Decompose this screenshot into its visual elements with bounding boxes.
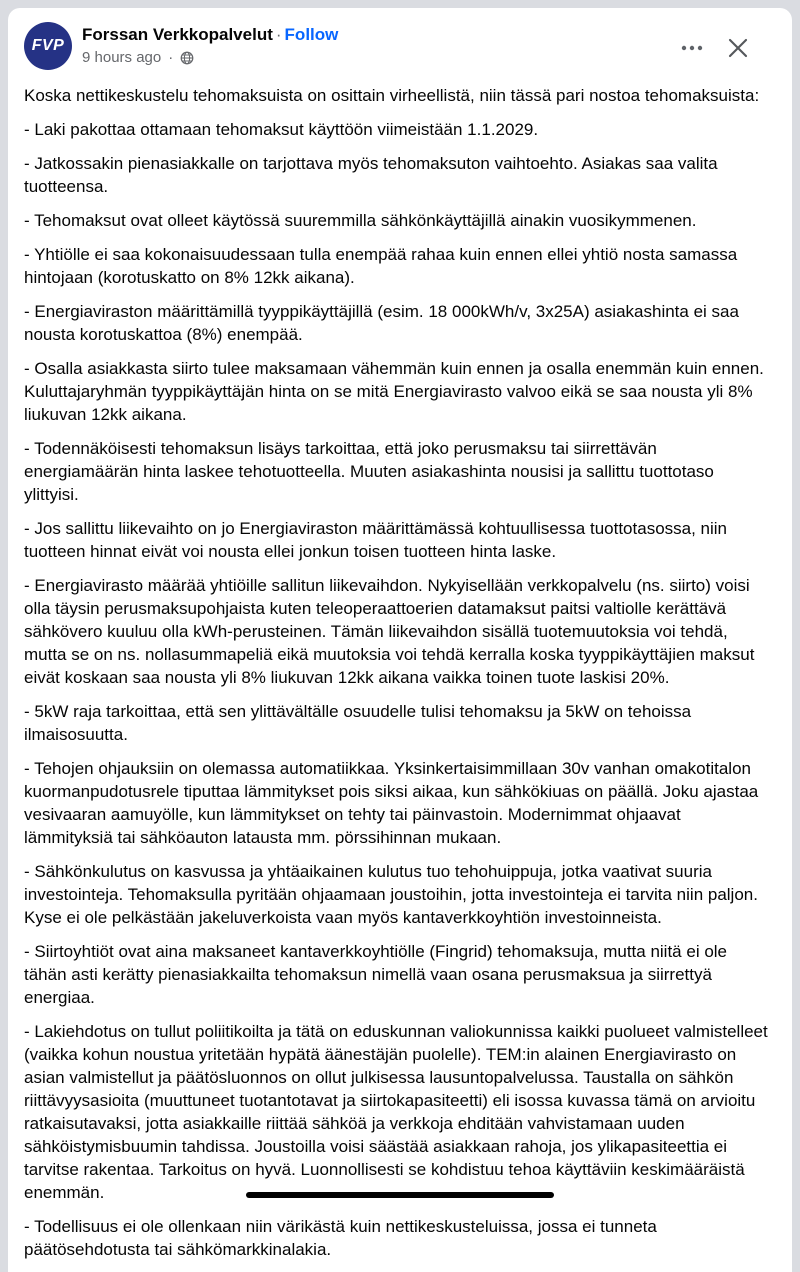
close-button[interactable] bbox=[726, 36, 750, 60]
post-paragraph: - Jos sallittu liikevaihto on jo Energiaviraston määrittämässä kohtuullisessa tuottotasossa, niin tuotteen hinnat eivät voi nousta ellei jonkun toisen tuotteen hinta laske. bbox=[24, 519, 732, 561]
avatar-initials: FVP bbox=[31, 37, 65, 54]
post-paragraph: - Todellisuus ei ole ollenkaan niin värikästä kuin nettikeskusteluissa, jossa ei tunneta päätösehdotusta tai sähkömarkkinalakia. bbox=[24, 1217, 662, 1259]
post-paragraph: - Energiaviraston määrittämillä tyyppikäyttäjillä (esim. 18 000kWh/v, 3x25A) asiakashinta ei saa nousta korotuskattoa (8%) enempää. bbox=[24, 302, 744, 344]
follow-button[interactable]: Follow bbox=[284, 25, 339, 44]
post-text bbox=[8, 76, 792, 1261]
post-paragraph: - Lakiehdotus on tullut poliitikoilta ja tätä on eduskunnan valiokunnissa kaikki puolueet valmistelleet (vaikka kohun noustua yritetään hypätä äänestäjän puolelle). TEM:in alainen Energiavirasto on asian valmistellut ja päätösluonnos on ollut julkisessa lausuntopalvelussa. Taustalla on sähkön riittävyysasioita (muuttuneet tuotantotavat ja siirtokapasiteetti) eli isossa kuvassa tämä on arvioitu ratkaisutavaksi, jotta asiakkaille riittää sähköä ja verkkoja ehditään vahvistamaan uuden sähköistymisbuumin tahdissa. Joustoilla voisi säästää asiakkaan rahoja, jos ylikapasiteettia ei tarvitse rakentaa. Tarkoitus on hyvä. Luonnollisesti se kohdistuu tehoa käyttäviin keskimääräistä enemmän. bbox=[24, 1022, 773, 1202]
more-options-button[interactable] bbox=[680, 36, 704, 60]
post-paragraph: - 5kW raja tarkoittaa, että sen ylittävältälle osuudelle tulisi tehomaksu ja 5kW on tehoissa ilmaisosuutta. bbox=[24, 702, 696, 744]
meta-row bbox=[82, 48, 680, 68]
post-paragraph: - Sähkönkulutus on kasvussa ja yhtäaikainen kulutus tuo tehohuippuja, jotka vaativat suuria investointeja. Tehomaksulla pyritään ohjaamaan joustoihin, jotta investointeja ei tarvita niin paljon. Kyse ei ole pelkästään jakeluverkoista vaan myös kantaverkkoyhtiön investoinneista. bbox=[24, 862, 763, 927]
post-paragraph: - Tehojen ohjauksiin on olemassa automatiikkaa. Yksinkertaisimmillaan 30v vanhan omakotitalon kuormanpudotusrele tiputtaa lämmitykset pois siksi aikaa, kun sähkökiuas on päällä. Joku ajastaa vesivaaran aamuyölle, kun lämmitykset on tehty tai päinvastoin. Modernimmat ohjaavat lämmityksiä tai sähköauton latausta mm. pörssihinnan mukaan. bbox=[24, 759, 763, 847]
meta-separator: · bbox=[168, 49, 174, 66]
post-paragraph: Koska nettikeskustelu tehomaksuista on osittain virheellistä, niin tässä pari nostoa tehomaksuista: bbox=[24, 86, 760, 105]
avatar[interactable] bbox=[24, 22, 72, 70]
author-name[interactable]: Forssan Verkkopalvelut bbox=[82, 25, 273, 44]
post-paragraph: - Jatkossakin pienasiakkalle on tarjottava myös tehomaksuton vaihtoehto. Asiakas saa valita tuotteensa. bbox=[24, 154, 723, 196]
post-paragraph: - Osalla asiakkasta siirto tulee maksamaan vähemmän kuin ennen ja osalla enemmän kuin ennen. Kuluttajaryhmän tyyppikäyttäjän hinta on se mitä Energiavirasto valvoo eikä se saa nousta yli 8% liukuvan 12kk aikana. bbox=[24, 359, 769, 424]
post-card bbox=[8, 8, 792, 1272]
post-header bbox=[8, 8, 792, 76]
post-paragraph: - Energiavirasto määrää yhtiöille sallitun liikevaihdon. Nykyisellään verkkopalvelu (ns. siirto) voisi olla täysin perusmaksupohjaista kuten teleoperaattoerien datamaksut paitsi valtiolle kerättävä sähkövero kuuluu olla kWh-perusteinen. Tämän liikevaihdon sisällä tuotemuutoksia voi tehdä, mutta se on ns. nollasummapeliä eikä muutoksia voi tehdä kerralla koska tyyppikäyttäjien maksut eivät koskaan saa nousta yli 8% liukuvan 12kk aikana vaikka toinen tuote laskisi 20%. bbox=[24, 576, 760, 687]
header-text bbox=[82, 22, 680, 68]
name-row bbox=[82, 24, 680, 46]
header-actions bbox=[680, 22, 776, 60]
post-paragraph: - Tehomaksut ovat olleet käytössä suuremmilla sähkönkäyttäjillä ainakin vuosikymmenen. bbox=[24, 211, 697, 230]
post-paragraph: - Yhtiölle ei saa kokonaisuudessaan tulla enempää rahaa kuin ennen ellei yhtiö nosta samassa hintojaan (korotuskatto on 8% 12kk aikana). bbox=[24, 245, 742, 287]
home-indicator[interactable] bbox=[246, 1192, 554, 1198]
post-paragraph: - Todennäköisesti tehomaksun lisäys tarkoittaa, että joko perusmaksu tai siirrettävän energiamäärän hinta laskee tehotuotteella. Muuten asiakashinta nousisi ja sallittu tuottotaso ylittyisi. bbox=[24, 439, 719, 504]
globe-icon bbox=[180, 51, 194, 65]
post-paragraph: - Laki pakottaa ottamaan tehomaksut käyttöön viimeistään 1.1.2029. bbox=[24, 120, 539, 139]
name-separator: · bbox=[275, 25, 282, 44]
timestamp[interactable]: 9 hours ago bbox=[82, 49, 162, 66]
post-paragraph: - Siirtoyhtiöt ovat aina maksaneet kantaverkkoyhtiölle (Fingrid) tehomaksuja, mutta niitä ei ole tähän asti kerätty pienasiakkailta tehomaksun nimellä vaan osana perusmaksua ja siirrettyä energiaa. bbox=[24, 942, 732, 1007]
